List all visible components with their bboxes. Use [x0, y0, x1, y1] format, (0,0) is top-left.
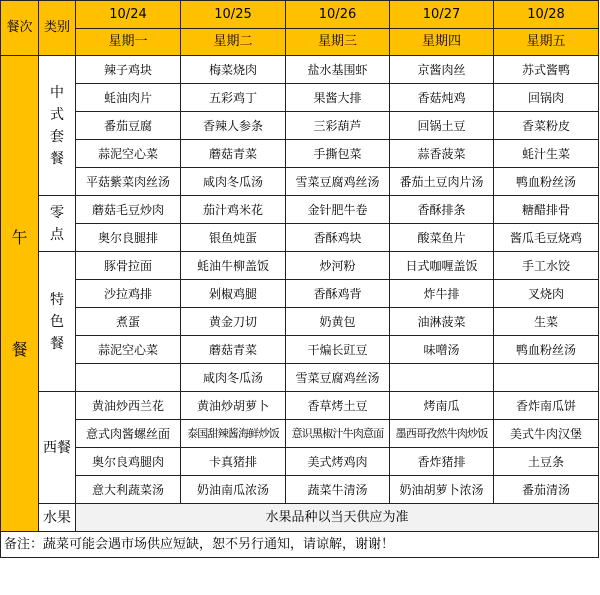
fruit-row [1, 504, 599, 532]
dish-cell: 奶油南瓜浓汤 [181, 476, 286, 504]
dish-cell: 生菜 [494, 308, 599, 336]
meal-label-char: 午 [11, 227, 28, 247]
dish-cell: 香酥鸡背 [286, 280, 390, 308]
footer-row [1, 532, 599, 558]
dish-cell: 蘑菇青菜 [181, 140, 286, 168]
category-column-header: 类别 [39, 1, 76, 56]
dish-cell: 干煸长豇豆 [286, 336, 390, 364]
dish-cell: 金针肥牛卷 [286, 196, 390, 224]
dish-cell: 番茄土豆肉片汤 [390, 168, 494, 196]
dish-cell: 奥尔良鸡腿肉 [76, 448, 181, 476]
dish-cell: 日式咖喱盖饭 [390, 252, 494, 280]
dish-cell: 番茄清汤 [494, 476, 599, 504]
dish-cell: 剁椒鸡腿 [181, 280, 286, 308]
dish-cell: 香酥排条 [390, 196, 494, 224]
category-label-char: 零 [50, 204, 64, 221]
dish-cell: 香炸猪排 [390, 448, 494, 476]
menu-row [1, 84, 599, 112]
dish-cell: 蘑菇毛豆炒肉 [76, 196, 181, 224]
dish-cell: 黄金刀切 [181, 308, 286, 336]
dish-cell: 苏式酱鸭 [494, 56, 599, 84]
category-label-char: 特 [50, 291, 64, 308]
menu-row [1, 364, 599, 392]
dish-cell: 煮蛋 [76, 308, 181, 336]
dish-cell: 雪菜豆腐鸡丝汤 [286, 364, 390, 392]
dish-cell: 香辣人参条 [181, 112, 286, 140]
dish-cell: 香炸南瓜饼 [494, 392, 599, 420]
menu-row [1, 112, 599, 140]
dish-cell: 咸肉冬瓜汤 [181, 364, 286, 392]
dish-cell: 银鱼炖蛋 [181, 224, 286, 252]
dish-cell: 辣子鸡块 [76, 56, 181, 84]
menu-row [1, 448, 599, 476]
menu-row [1, 224, 599, 252]
dish-cell: 蚝油牛柳盖饭 [181, 252, 286, 280]
dish-cell: 回锅肉 [494, 84, 599, 112]
dish-cell: 蒜泥空心菜 [76, 140, 181, 168]
dish-cell: 茄汁鸡米花 [181, 196, 286, 224]
weekday-header: 星期三 [286, 29, 390, 56]
dish-cell: 意式肉酱螺丝面 [76, 420, 181, 448]
dish-cell: 手工水饺 [494, 252, 599, 280]
dish-cell [76, 364, 181, 392]
dish-cell: 香酥鸡块 [286, 224, 390, 252]
dish-cell: 蚝汁生菜 [494, 140, 599, 168]
dish-cell: 炒河粉 [286, 252, 390, 280]
dish-cell: 墨西哥孜然牛肉炒饭 [390, 420, 494, 448]
menu-row [1, 168, 599, 196]
dish-cell: 鸭血粉丝汤 [494, 336, 599, 364]
menu-row [1, 336, 599, 364]
dish-cell: 土豆条 [494, 448, 599, 476]
dish-cell: 油淋菠菜 [390, 308, 494, 336]
weekday-header: 星期二 [181, 29, 286, 56]
menu-row [1, 308, 599, 336]
dish-cell: 黄油炒西兰花 [76, 392, 181, 420]
dish-cell: 香菇炖鸡 [390, 84, 494, 112]
dish-cell: 香菜粉皮 [494, 112, 599, 140]
category-label-char: 点 [50, 226, 64, 243]
meal-label-char: 餐 [11, 339, 28, 359]
dish-cell: 果酱大排 [286, 84, 390, 112]
dish-cell: 奥尔良腿排 [76, 224, 181, 252]
menu-body [1, 1, 599, 558]
dish-cell: 鸭血粉丝汤 [494, 168, 599, 196]
category-label-char: 西餐 [43, 439, 71, 456]
category-label-char: 中 [50, 84, 64, 101]
dish-cell: 番茄豆腐 [76, 112, 181, 140]
dish-cell: 蚝油肉片 [76, 84, 181, 112]
dish-cell: 美式烤鸡肉 [286, 448, 390, 476]
date-header: 10/25 [181, 1, 286, 29]
dish-cell: 梅菜烧肉 [181, 56, 286, 84]
dish-cell: 沙拉鸡排 [76, 280, 181, 308]
dish-cell: 三彩葫芦 [286, 112, 390, 140]
dish-cell: 泰国甜辣酱海鲜炒饭 [181, 420, 286, 448]
dish-cell [494, 364, 599, 392]
dish-cell: 盐水基围虾 [286, 56, 390, 84]
dish-cell: 雪菜豆腐鸡丝汤 [286, 168, 390, 196]
date-header: 10/27 [390, 1, 494, 29]
dish-cell: 蒜泥空心菜 [76, 336, 181, 364]
dish-cell: 意识黑椒汁牛肉意面 [286, 420, 390, 448]
dish-cell: 意大利蔬菜汤 [76, 476, 181, 504]
dish-cell: 蒜香菠菜 [390, 140, 494, 168]
dish-cell: 叉烧肉 [494, 280, 599, 308]
menu-row [1, 140, 599, 168]
dish-cell: 京酱肉丝 [390, 56, 494, 84]
date-header: 10/28 [494, 1, 599, 29]
category-label-char: 套 [50, 128, 64, 145]
date-header: 10/24 [76, 1, 181, 29]
dish-cell: 炸牛排 [390, 280, 494, 308]
category-label-char: 式 [50, 106, 64, 123]
footer-note: 备注：蔬菜可能会遇市场供应短缺，恕不另行通知，请谅解，谢谢！ [1, 532, 599, 558]
weekday-header: 星期一 [76, 29, 181, 56]
dish-cell: 奶黄包 [286, 308, 390, 336]
dish-cell: 咸肉冬瓜汤 [181, 168, 286, 196]
dish-cell: 卡真猪排 [181, 448, 286, 476]
menu-row [1, 420, 599, 448]
dish-cell: 香草烤土豆 [286, 392, 390, 420]
menu-row [1, 196, 599, 224]
weekday-header: 星期四 [390, 29, 494, 56]
weekday-header: 星期五 [494, 29, 599, 56]
menu-row [1, 280, 599, 308]
category-label-cell [39, 252, 76, 392]
dish-cell: 烤南瓜 [390, 392, 494, 420]
menu-row [1, 392, 599, 420]
fruit-note: 水果品种以当天供应为准 [76, 504, 599, 532]
dish-cell: 酸菜鱼片 [390, 224, 494, 252]
category-label-char: 餐 [50, 335, 64, 352]
dish-cell: 回锅土豆 [390, 112, 494, 140]
weekday-header-row [1, 29, 599, 56]
dish-cell [390, 364, 494, 392]
menu-row [1, 476, 599, 504]
dish-cell: 奶油胡萝卜浓汤 [390, 476, 494, 504]
dish-cell: 美式牛肉汉堡 [494, 420, 599, 448]
fruit-label: 水果 [39, 504, 76, 532]
category-label-char: 色 [50, 313, 64, 330]
meal-label-cell [1, 56, 39, 532]
dish-cell: 蔬菜牛清汤 [286, 476, 390, 504]
dish-cell: 味噌汤 [390, 336, 494, 364]
dish-cell: 酱瓜毛豆烧鸡 [494, 224, 599, 252]
dish-cell: 蘑菇青菜 [181, 336, 286, 364]
dish-cell: 黄油炒胡萝卜 [181, 392, 286, 420]
menu-row [1, 56, 599, 84]
dish-cell: 糖醋排骨 [494, 196, 599, 224]
dish-cell: 五彩鸡丁 [181, 84, 286, 112]
meal-column-header: 餐次 [1, 1, 39, 56]
category-label-cell [39, 196, 76, 252]
dish-cell: 豚骨拉面 [76, 252, 181, 280]
dish-cell: 手撕包菜 [286, 140, 390, 168]
category-label-char: 餐 [50, 150, 64, 167]
date-header: 10/26 [286, 1, 390, 29]
dish-cell: 平菇紫菜肉丝汤 [76, 168, 181, 196]
category-label-cell [39, 392, 76, 504]
date-header-row [1, 1, 599, 29]
menu-row [1, 252, 599, 280]
category-label-cell [39, 56, 76, 196]
